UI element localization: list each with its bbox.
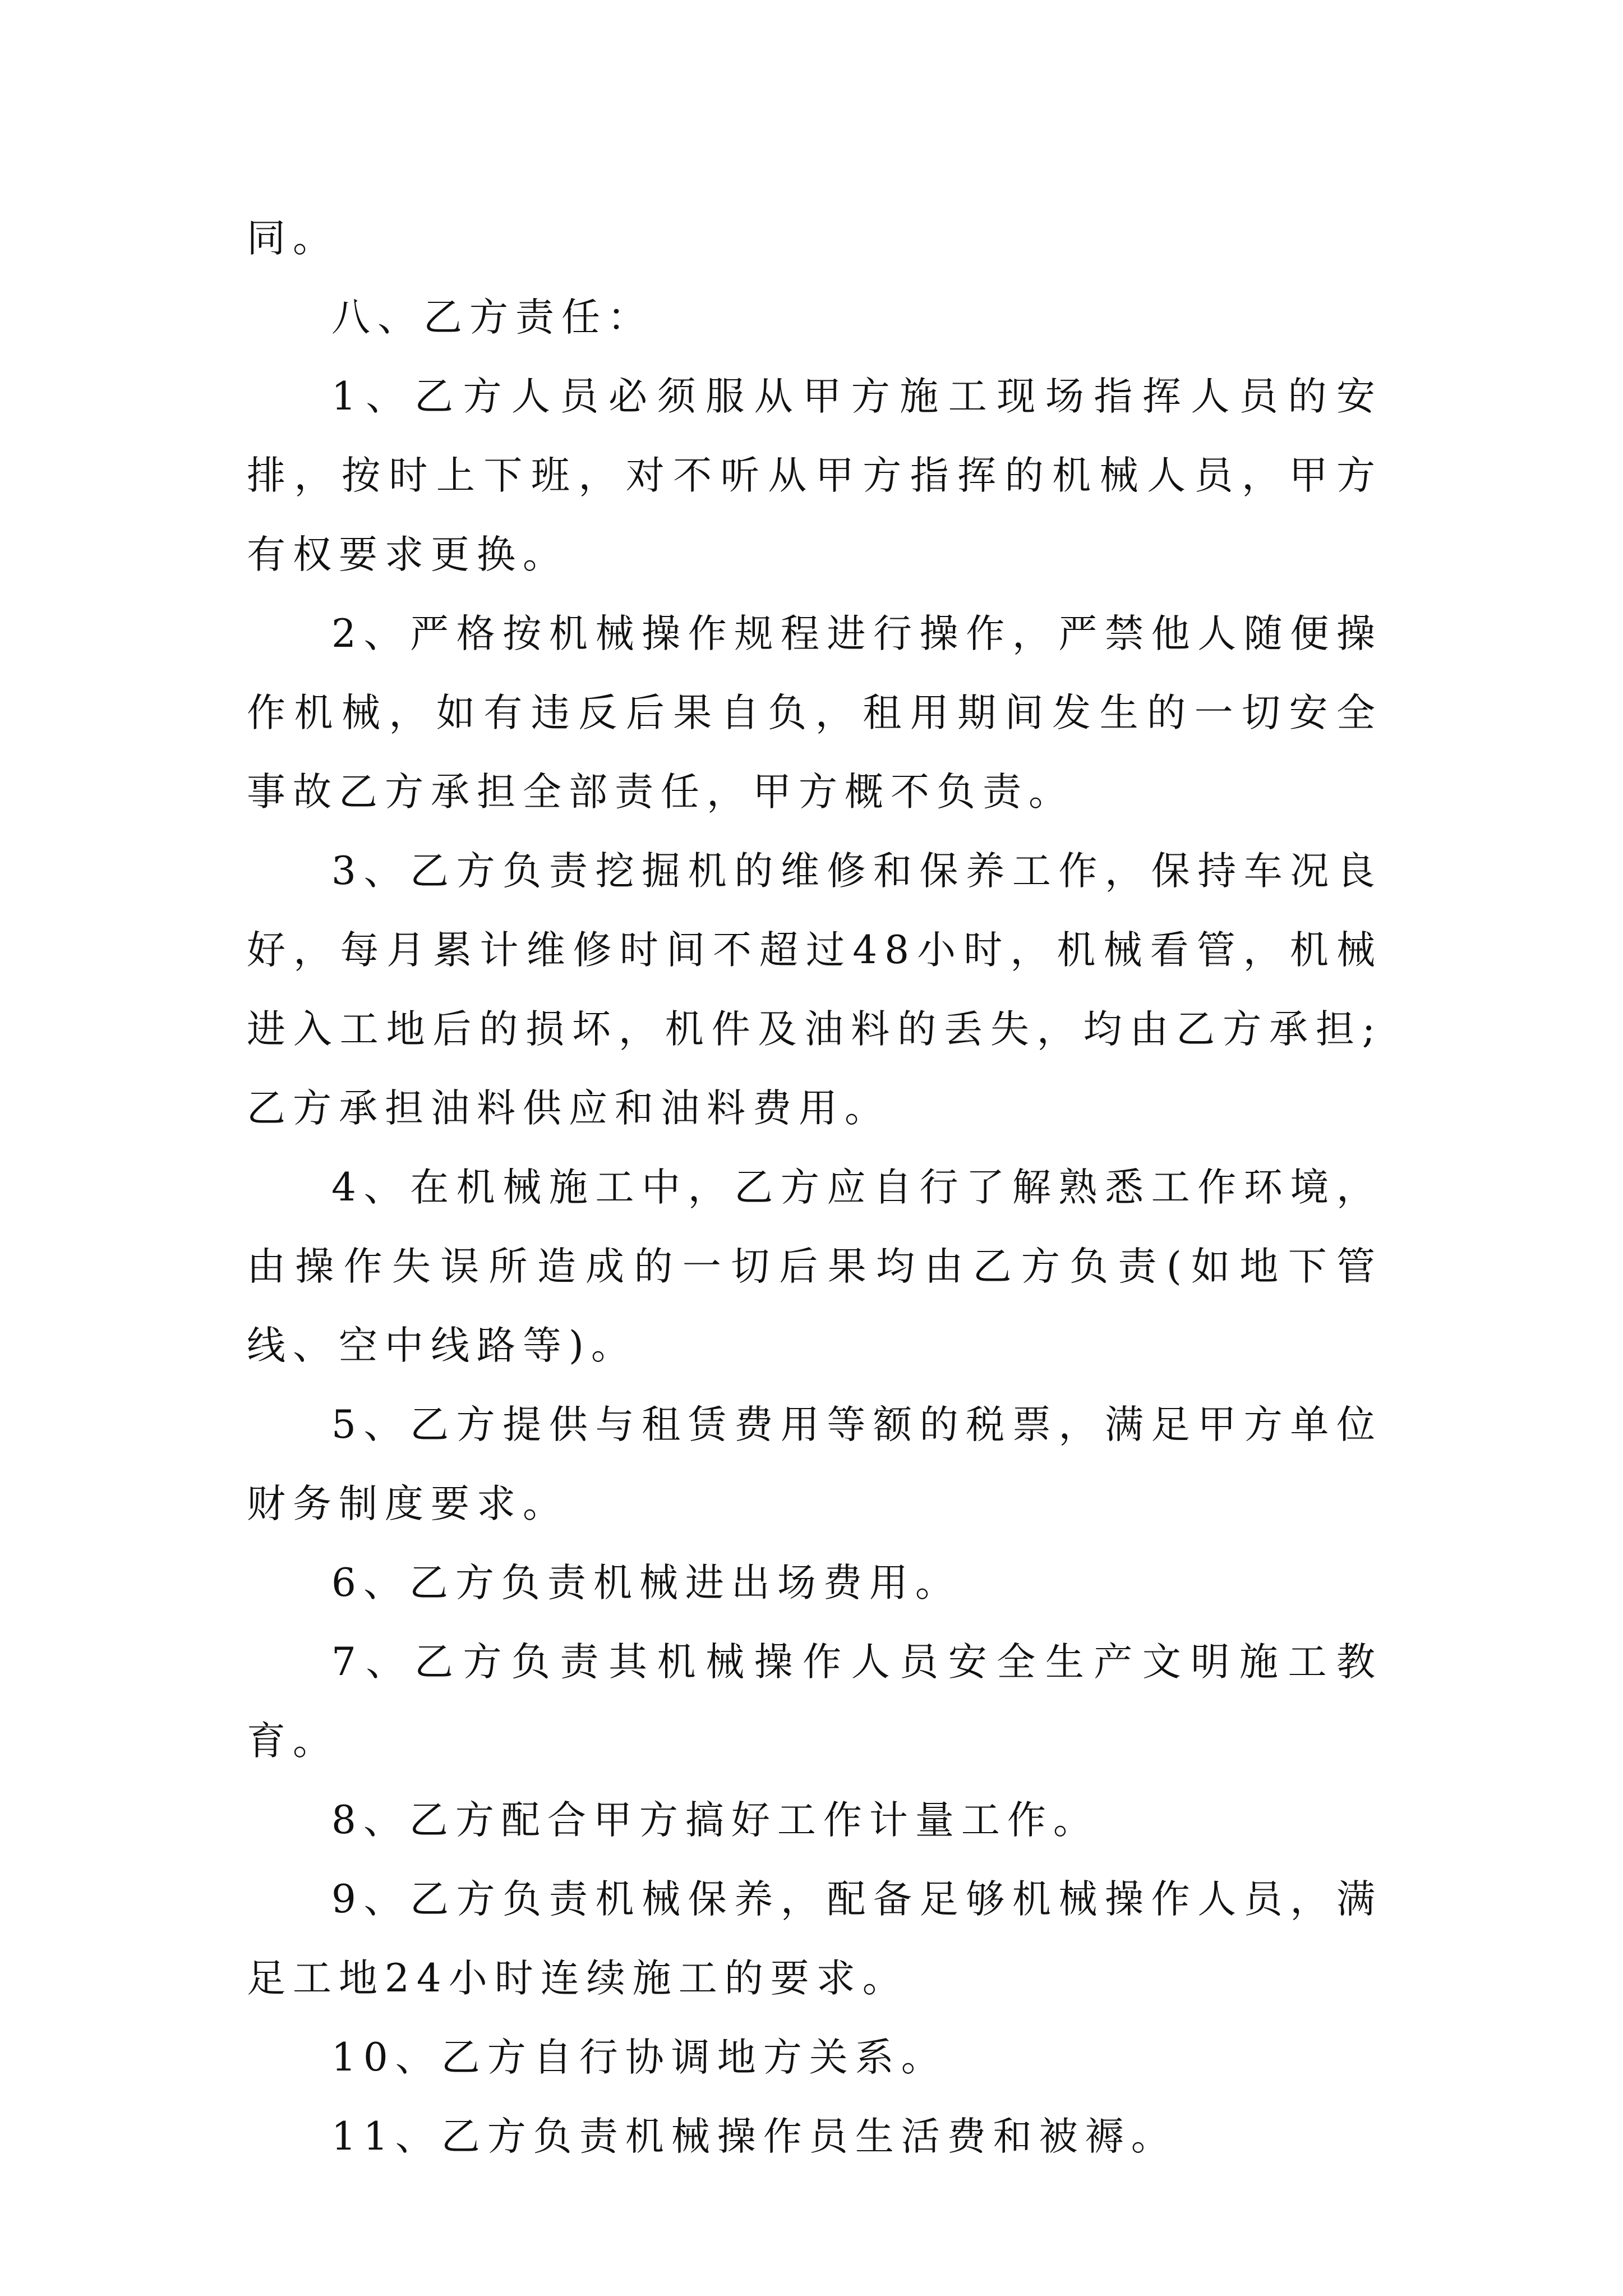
clause-8: 8、乙方配合甲方搞好工作计量工作。 [331, 1798, 1099, 1843]
paragraph-continuation: 同。 [247, 216, 339, 261]
clause-9: 9、乙方负责机械保养，配备足够机械操作人员，满足工地24小时连续施工的要求。 [247, 1877, 1382, 2001]
document-body [247, 199, 1382, 2177]
clause-2: 2、严格按机械操作规程进行操作，严禁他人随便操作机械，如有违反后果自负，租用期间发生的一切安全事故乙方承担全部责任，甲方概不负责。 [247, 611, 1382, 815]
clause-11: 11、乙方负责机械操作员生活费和被褥。 [331, 2114, 1177, 2159]
clause-4: 4、在机械施工中，乙方应自行了解熟悉工作环境，由操作失误所造成的一切后果均由乙方负责(如地下管线、空中线路等)。 [247, 1165, 1382, 1368]
section-heading-party-b-responsibility: 八、乙方责任： [331, 295, 653, 340]
clause-7: 7、乙方负责其机械操作人员安全生产文明施工教育。 [247, 1640, 1382, 1764]
clause-1: 1、乙方人员必须服从甲方施工现场指挥人员的安排，按时上下班，对不听从甲方指挥的机械人员，甲方有权要求更换。 [247, 374, 1382, 577]
clause-10: 10、乙方自行协调地方关系。 [331, 2035, 947, 2080]
clause-3: 3、乙方负责挖掘机的维修和保养工作，保持车况良好，每月累计维修时间不超过48小时，机械看管，机械进入工地后的损坏，机件及油料的丢失，均由乙方承担;乙方承担油料供应和油料费用。 [247, 849, 1382, 1131]
clause-5: 5、乙方提供与租赁费用等额的税票，满足甲方单位财务制度要求。 [247, 1402, 1382, 1526]
clause-6: 6、乙方负责机械进出场费用。 [331, 1561, 961, 1605]
